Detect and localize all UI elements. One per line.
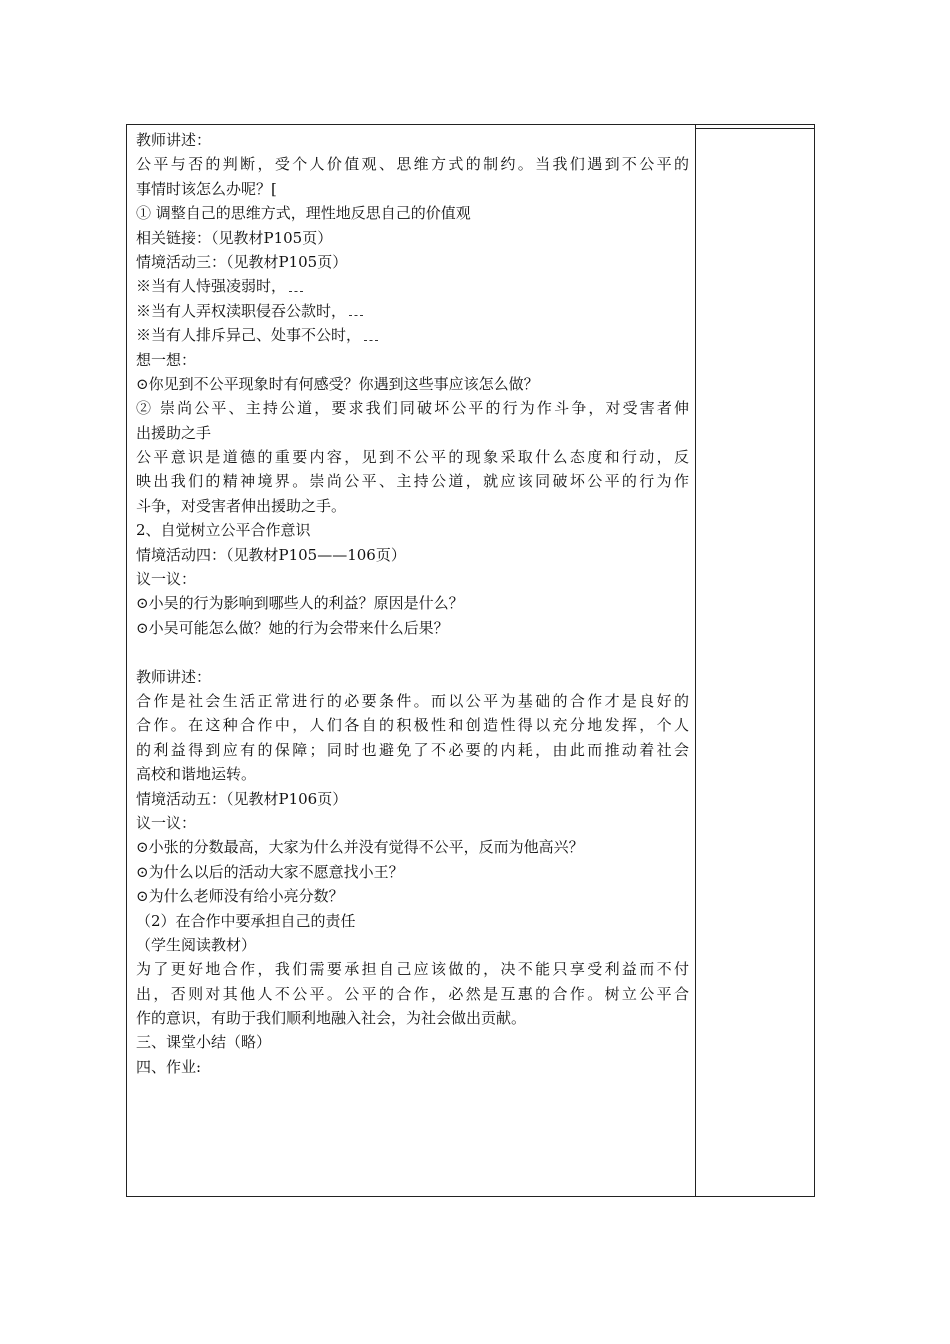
scenario-item: ※当有人排斥异己、处事不公时， bbox=[136, 323, 689, 347]
section-heading: 三、课堂小结（略） bbox=[136, 1033, 272, 1052]
paragraph-line: 的利益得到应有的保障；同时也避免了不必要的内耗，由此而推动着社会 bbox=[136, 740, 689, 759]
paragraph-line: 映出我们的精神境界。崇尚公平、主持公道，就应该同破坏公平的行为作 bbox=[136, 472, 689, 491]
paragraph-line: 作的意识，有助于我们顺利地融入社会，为社会做出贡献。 bbox=[136, 1009, 527, 1028]
paragraph-line: 事情时该怎么办呢？[ bbox=[136, 179, 277, 198]
point-2: ② 崇尚公平、主持公道，要求我们同破坏公平的行为作斗争，对受害者伸 bbox=[136, 399, 689, 418]
reading-note: （学生阅读教材） bbox=[136, 935, 257, 954]
question-item: ⊙为什么以后的活动大家不愿意找小王？ bbox=[136, 862, 404, 881]
blank-line bbox=[136, 640, 689, 664]
lesson-content-cell bbox=[127, 125, 696, 1196]
discuss-heading: 议一议： bbox=[136, 570, 197, 589]
answer-blank bbox=[289, 283, 303, 292]
notes-cell-top-rule bbox=[696, 125, 814, 129]
scenario-activity-4: 情境活动四：（见教材P105——106页） bbox=[136, 545, 406, 564]
lesson-plan-table bbox=[126, 124, 815, 1197]
paragraph-line: 出，否则对其他人不公平。公平的合作，必然是互惠的合作。树立公平合 bbox=[136, 984, 689, 1003]
paragraph-line: 公平意识是道德的重要内容，见到不公平的现象采取什么态度和行动，反 bbox=[136, 448, 689, 467]
question-item: ⊙小吴的行为影响到哪些人的利益？原因是什么？ bbox=[136, 594, 464, 613]
section-heading: 2、自觉树立公平合作意识 bbox=[136, 521, 311, 540]
paragraph-line: 高校和谐地运转。 bbox=[136, 765, 257, 784]
question-item: ⊙你见到不公平现象时有何感受？你遇到这些事应该怎么做？ bbox=[136, 374, 539, 393]
answer-blank bbox=[364, 332, 378, 341]
paragraph-line: 合作。在这种合作中，人们各自的积极性和创造性得以充分地发挥，个人 bbox=[136, 716, 689, 735]
scenario-activity-3: 情境活动三：（见教材P105页） bbox=[136, 252, 348, 271]
discuss-heading: 议一议： bbox=[136, 813, 197, 832]
heading-teacher-narration: 教师讲述： bbox=[136, 667, 212, 686]
paragraph-line: 为了更好地合作，我们需要承担自己应该做的，决不能只享受利益而不付 bbox=[136, 960, 689, 979]
answer-blank bbox=[349, 307, 363, 316]
paragraph-line: 出援助之手 bbox=[136, 423, 212, 442]
scenario-item: ※当有人恃强凌弱时， bbox=[136, 274, 689, 298]
scenario-item: ※当有人弄权渎职侵吞公款时， bbox=[136, 299, 689, 323]
related-link: 相关链接：（见教材P105页） bbox=[136, 228, 333, 247]
paragraph-line: 合作是社会生活正常进行的必要条件。而以公平为基础的合作才是良好的 bbox=[136, 691, 689, 710]
question-item: ⊙为什么老师没有给小亮分数？ bbox=[136, 887, 344, 906]
question-item: ⊙小吴可能怎么做？她的行为会带来什么后果？ bbox=[136, 618, 449, 637]
scenario-activity-5: 情境活动五：（见教材P106页） bbox=[136, 789, 348, 808]
paragraph-line: 斗争，对受害者伸出援助之手。 bbox=[136, 496, 347, 515]
question-item: ⊙小张的分数最高，大家为什么并没有觉得不公平，反而为他高兴？ bbox=[136, 838, 584, 857]
think-heading: 想一想： bbox=[136, 350, 197, 369]
subsection-heading: （2）在合作中要承担自己的责任 bbox=[136, 911, 356, 930]
notes-column-cell bbox=[696, 125, 814, 1196]
paragraph-line: 公平与否的判断，受个人价值观、思维方式的制约。当我们遇到不公平的 bbox=[136, 155, 689, 174]
heading-teacher-narration: 教师讲述： bbox=[136, 131, 212, 149]
section-heading: 四、作业: bbox=[136, 1057, 202, 1076]
point-1: ① 调整自己的思维方式，理性地反思自己的价值观 bbox=[136, 204, 471, 223]
